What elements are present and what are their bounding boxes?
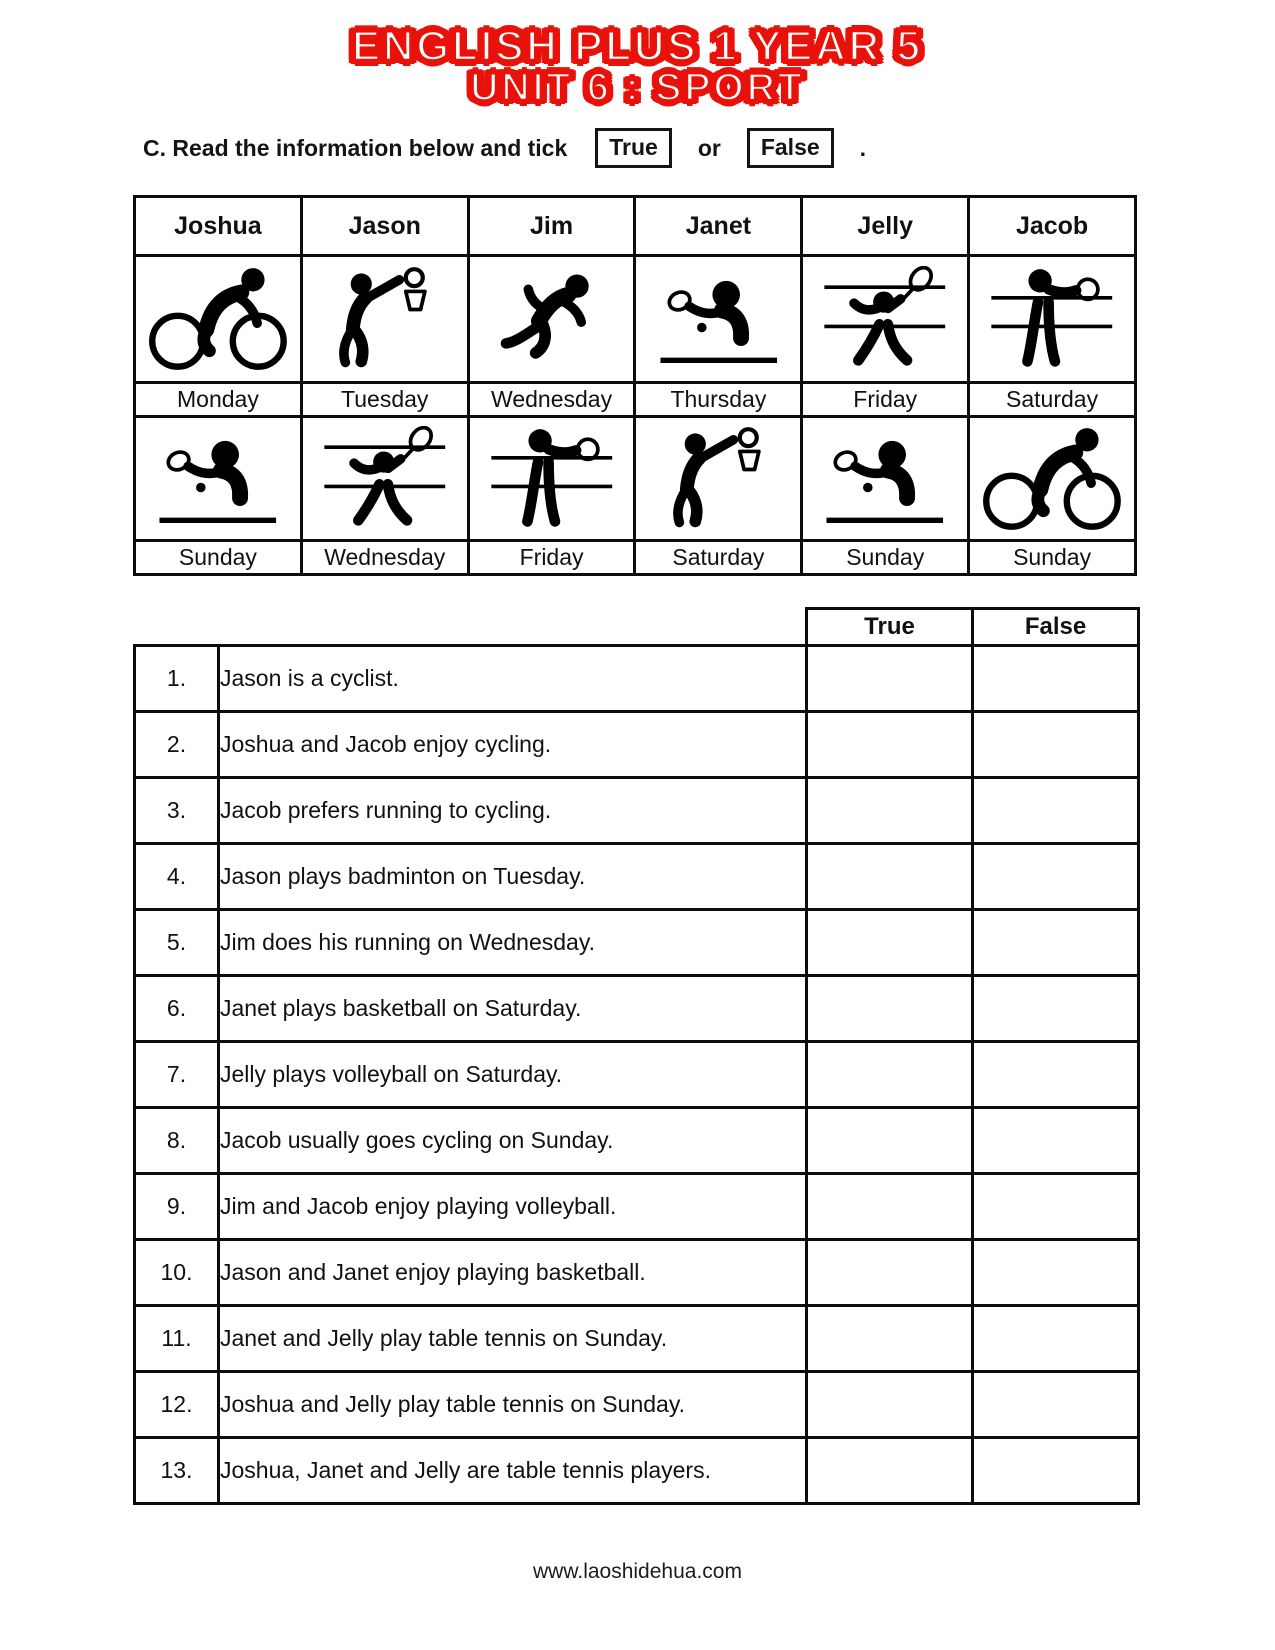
true-tick-cell[interactable] — [807, 910, 973, 976]
volleyball-icon — [470, 426, 634, 532]
statement-number: 10. — [135, 1240, 219, 1306]
statement-text: Jason plays badminton on Tuesday. — [219, 844, 807, 910]
sport-cell — [635, 417, 802, 541]
footer-url: www.laoshidehua.com — [533, 1560, 742, 1583]
sport-cell — [969, 256, 1136, 383]
day-cell: Saturday — [635, 541, 802, 575]
false-tick-cell[interactable] — [973, 1438, 1139, 1504]
true-tick-cell[interactable] — [807, 976, 973, 1042]
statement-text: Janet plays basketball on Saturday. — [219, 976, 807, 1042]
sport-cell — [135, 417, 302, 541]
statement-row — [135, 910, 1139, 976]
statement-text: Jelly plays volleyball on Saturday. — [219, 1042, 807, 1108]
statement-row — [135, 1174, 1139, 1240]
badminton-icon — [303, 426, 467, 532]
day-cell: Wednesday — [468, 383, 635, 417]
day-row-1 — [135, 383, 1136, 417]
day-cell: Friday — [468, 541, 635, 575]
false-tick-cell[interactable] — [973, 910, 1139, 976]
true-tick-cell[interactable] — [807, 1174, 973, 1240]
day-row-2 — [135, 541, 1136, 575]
statement-number: 11. — [135, 1306, 219, 1372]
cycling-icon — [136, 266, 300, 372]
statement-number: 13. — [135, 1438, 219, 1504]
false-tick-cell[interactable] — [973, 1108, 1139, 1174]
false-tick-cell[interactable] — [973, 976, 1139, 1042]
sport-cell — [635, 256, 802, 383]
person-name-header: Janet — [635, 197, 802, 256]
statement-text: Joshua and Jelly play table tennis on Sunday. — [219, 1372, 807, 1438]
false-tick-cell[interactable] — [973, 1042, 1139, 1108]
instruction-text: C. Read the information below and tick — [143, 134, 568, 161]
statement-number: 6. — [135, 976, 219, 1042]
statement-text: Joshua, Janet and Jelly are table tennis players. — [219, 1438, 807, 1504]
statement-number: 8. — [135, 1108, 219, 1174]
true-tick-cell[interactable] — [807, 1042, 973, 1108]
statement-number: 2. — [135, 712, 219, 778]
sport-cell — [969, 417, 1136, 541]
statement-text: Jason is a cyclist. — [219, 646, 807, 712]
statement-row — [135, 844, 1139, 910]
sport-cell — [802, 256, 969, 383]
instruction-period: . — [859, 134, 867, 161]
true-tick-cell[interactable] — [807, 1306, 973, 1372]
true-label-box: True — [595, 128, 672, 168]
false-tick-cell[interactable] — [973, 646, 1139, 712]
running-icon — [470, 266, 634, 372]
cycling-icon — [970, 426, 1134, 532]
statement-number: 1. — [135, 646, 219, 712]
statement-row — [135, 1108, 1139, 1174]
statement-row — [135, 1372, 1139, 1438]
true-tick-cell[interactable] — [807, 1438, 973, 1504]
table-tennis-icon — [136, 426, 300, 532]
table-tennis-icon — [636, 266, 800, 372]
statement-text: Janet and Jelly play table tennis on Sunday. — [219, 1306, 807, 1372]
basketball-icon — [636, 426, 800, 532]
sport-cell — [468, 256, 635, 383]
sport-cell — [301, 256, 468, 383]
day-cell: Wednesday — [301, 541, 468, 575]
statement-text: Jim does his running on Wednesday. — [219, 910, 807, 976]
sport-row-2 — [135, 417, 1136, 541]
statements-table — [133, 607, 1140, 1505]
statement-row — [135, 1240, 1139, 1306]
day-cell: Friday — [802, 383, 969, 417]
statement-row — [135, 1306, 1139, 1372]
person-name-header: Joshua — [135, 197, 302, 256]
sport-cell — [468, 417, 635, 541]
statement-row — [135, 712, 1139, 778]
volleyball-icon — [970, 266, 1134, 372]
basketball-icon — [303, 266, 467, 372]
false-tick-cell[interactable] — [973, 1372, 1139, 1438]
statement-row — [135, 778, 1139, 844]
person-name-header: Jelly — [802, 197, 969, 256]
statement-text: Jacob prefers running to cycling. — [219, 778, 807, 844]
true-tick-cell[interactable] — [807, 1108, 973, 1174]
tf-header-row — [135, 609, 1139, 646]
false-label-box: False — [747, 128, 834, 168]
instruction-line — [143, 128, 1275, 168]
day-cell: Thursday — [635, 383, 802, 417]
false-tick-cell[interactable] — [973, 1174, 1139, 1240]
true-tick-cell[interactable] — [807, 712, 973, 778]
day-cell: Monday — [135, 383, 302, 417]
table-tennis-icon — [803, 426, 967, 532]
false-tick-cell[interactable] — [973, 778, 1139, 844]
statement-row — [135, 646, 1139, 712]
statement-number: 12. — [135, 1372, 219, 1438]
true-column-header: True — [807, 609, 973, 646]
day-cell: Saturday — [969, 383, 1136, 417]
names-row — [135, 197, 1136, 256]
day-cell: Tuesday — [301, 383, 468, 417]
title-line-1: ENGLISH PLUS 1 YEAR 5 — [351, 22, 924, 69]
true-tick-cell[interactable] — [807, 844, 973, 910]
person-name-header: Jim — [468, 197, 635, 256]
sport-row-1 — [135, 256, 1136, 383]
sport-cell — [802, 417, 969, 541]
false-tick-cell[interactable] — [973, 712, 1139, 778]
statement-row — [135, 1042, 1139, 1108]
statement-text: Jacob usually goes cycling on Sunday. — [219, 1108, 807, 1174]
statement-number: 7. — [135, 1042, 219, 1108]
false-column-header: False — [973, 609, 1139, 646]
true-tick-cell[interactable] — [807, 1240, 973, 1306]
sport-cell — [135, 256, 302, 383]
true-tick-cell[interactable] — [807, 646, 973, 712]
true-tick-cell[interactable] — [807, 1372, 973, 1438]
day-cell: Sunday — [969, 541, 1136, 575]
statement-text: Joshua and Jacob enjoy cycling. — [219, 712, 807, 778]
sport-cell — [301, 417, 468, 541]
statement-number: 5. — [135, 910, 219, 976]
statement-text: Jim and Jacob enjoy playing volleyball. — [219, 1174, 807, 1240]
statement-number: 4. — [135, 844, 219, 910]
statement-row — [135, 976, 1139, 1042]
worksheet-title — [0, 0, 1275, 108]
day-cell: Sunday — [802, 541, 969, 575]
schedule-table — [133, 195, 1137, 576]
badminton-icon — [803, 266, 967, 372]
false-tick-cell[interactable] — [973, 1240, 1139, 1306]
statement-number: 9. — [135, 1174, 219, 1240]
true-tick-cell[interactable] — [807, 778, 973, 844]
statement-row — [135, 1438, 1139, 1504]
false-tick-cell[interactable] — [973, 844, 1139, 910]
or-word: or — [697, 134, 721, 161]
false-tick-cell[interactable] — [973, 1306, 1139, 1372]
title-line-2: UNIT 6 : SPORT — [470, 65, 805, 109]
statement-text: Jason and Janet enjoy playing basketball. — [219, 1240, 807, 1306]
person-name-header: Jacob — [969, 197, 1136, 256]
person-name-header: Jason — [301, 197, 468, 256]
statement-number: 3. — [135, 778, 219, 844]
day-cell: Sunday — [135, 541, 302, 575]
